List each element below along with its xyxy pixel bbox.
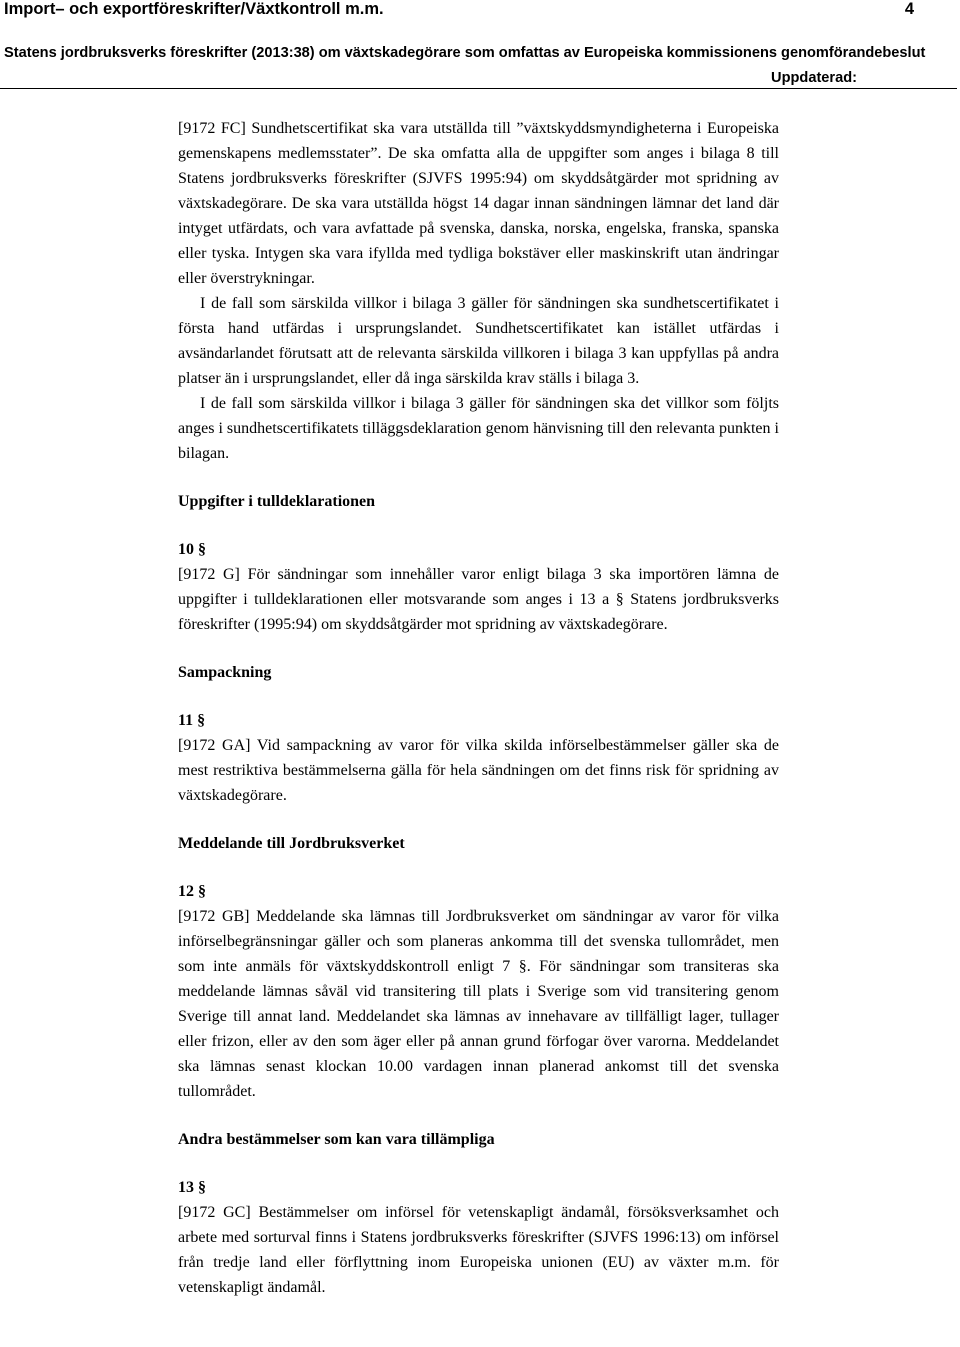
section-heading: Andra bestämmelser som kan vara tillämpliga xyxy=(178,1131,495,1148)
section-number: 13 § xyxy=(178,1179,206,1196)
document-title: Import– och exportföreskrifter/Växtkontroll m.m. xyxy=(4,0,384,18)
section-text: [9172 GB] Meddelande ska lämnas till Jordbruksverket om sändningar av varor för vilka införselbegränsningar gäller och som planeras ankomma till det svenska tullområdet, men som inte anmäls för växtskyddskontroll enligt 7 §. För sändningar som transiteras ska meddelande lämnas såväl vid transitering till plats i Sverige som vid transitering genom Sverige till annat land. Meddelandet ska lämnas av innehavare av tillfälligt lager, tullager eller frizon, eller av den som äger eller på annan grund förfogar över varorna. Meddelandet ska lämnas senast klockan 10.00 vardagen innan planerad ankomst till det svenska tullområdet. xyxy=(178,908,779,1100)
updated-label: Uppdaterad: xyxy=(771,70,857,86)
intro-paragraph-1: [9172 FC] Sundhetscertifikat ska vara utställda till ”växtskyddsmyndigheterna i Europeiska gemenskapens medlemsstater”. De ska omfatta alla de uppgifter som anges i bilaga 8 till Statens jordbruksverks föreskrifter (SJVFS 1995:94) om skyddsåtgärder mot spridning av växtskadegörare. De ska vara utställda högst 14 dagar innan sändningen lämnar det land där intyget utfärdats, och vara avfattade på svenska, danska, norska, engelska, franska, spanska eller tyska. Intygen ska vara ifyllda med tydliga bokstäver eller maskinskrift utan ändringar eller överstrykningar. xyxy=(178,120,779,287)
section-number: 10 § xyxy=(178,541,206,558)
section-heading: Uppgifter i tulldeklarationen xyxy=(178,493,376,510)
section-text: [9172 GA] Vid sampackning av varor för vilka skilda införselbestämmelser gäller ska de mest restriktiva bestämmelserna gälla för hela sändningen om det finns risk för spridning av växtskadegörare. xyxy=(178,737,779,804)
section-text: [9172 G] För sändningar som innehåller varor enligt bilaga 3 ska importören lämna de uppgifter i tulldeklarationen eller motsvarande som anges i 13 a § Statens jordbruksverks föreskrifter (1995:94) om skyddsåtgärder mot spridning av växtskadegörare. xyxy=(178,566,779,633)
page-number: 4 xyxy=(904,0,914,18)
section-heading: Meddelande till Jordbruksverket xyxy=(178,835,405,852)
running-header xyxy=(0,0,960,22)
intro-paragraph-3: I de fall som särskilda villkor i bilaga 3 gäller för sändningen ska det villkor som följts anges i sundhetscertifikatets tilläggsdeklaration genom hänvisning till den relevanta punkten i bilagan. xyxy=(178,395,779,462)
header-divider xyxy=(0,88,957,89)
document-body xyxy=(178,116,779,1300)
document-subtitle: Statens jordbruksverks föreskrifter (2013:38) om växtskadegörare som omfattas av Europeiska kommissionens genomförandebeslut xyxy=(4,45,926,61)
section-heading: Sampackning xyxy=(178,664,272,681)
section-number: 12 § xyxy=(178,883,206,900)
intro-paragraph-2: I de fall som särskilda villkor i bilaga 3 gäller för sändningen ska sundhetscertifikatet i första hand utfärdas i ursprungslandet. Sundhetscertifikatet kan istället utfärdas i avsändarlandet förutsatt att de relevanta särskilda villkoren i bilaga 3 kan uppfyllas på andra platser än i ursprungslandet, eller då inga särskilda krav ställs i bilaga 3. xyxy=(178,295,779,387)
section-text: [9172 GC] Bestämmelser om införsel för vetenskapligt ändamål, försöksverksamhet och arbete med sorturval finns i Statens jordbruksverks föreskrifter (SJVFS 1996:13) om införsel från tredje land eller förflyttning inom Europeiska unionen (EU) av växter m.m. för vetenskapligt ändamål. xyxy=(178,1204,779,1296)
section-number: 11 § xyxy=(178,712,206,729)
